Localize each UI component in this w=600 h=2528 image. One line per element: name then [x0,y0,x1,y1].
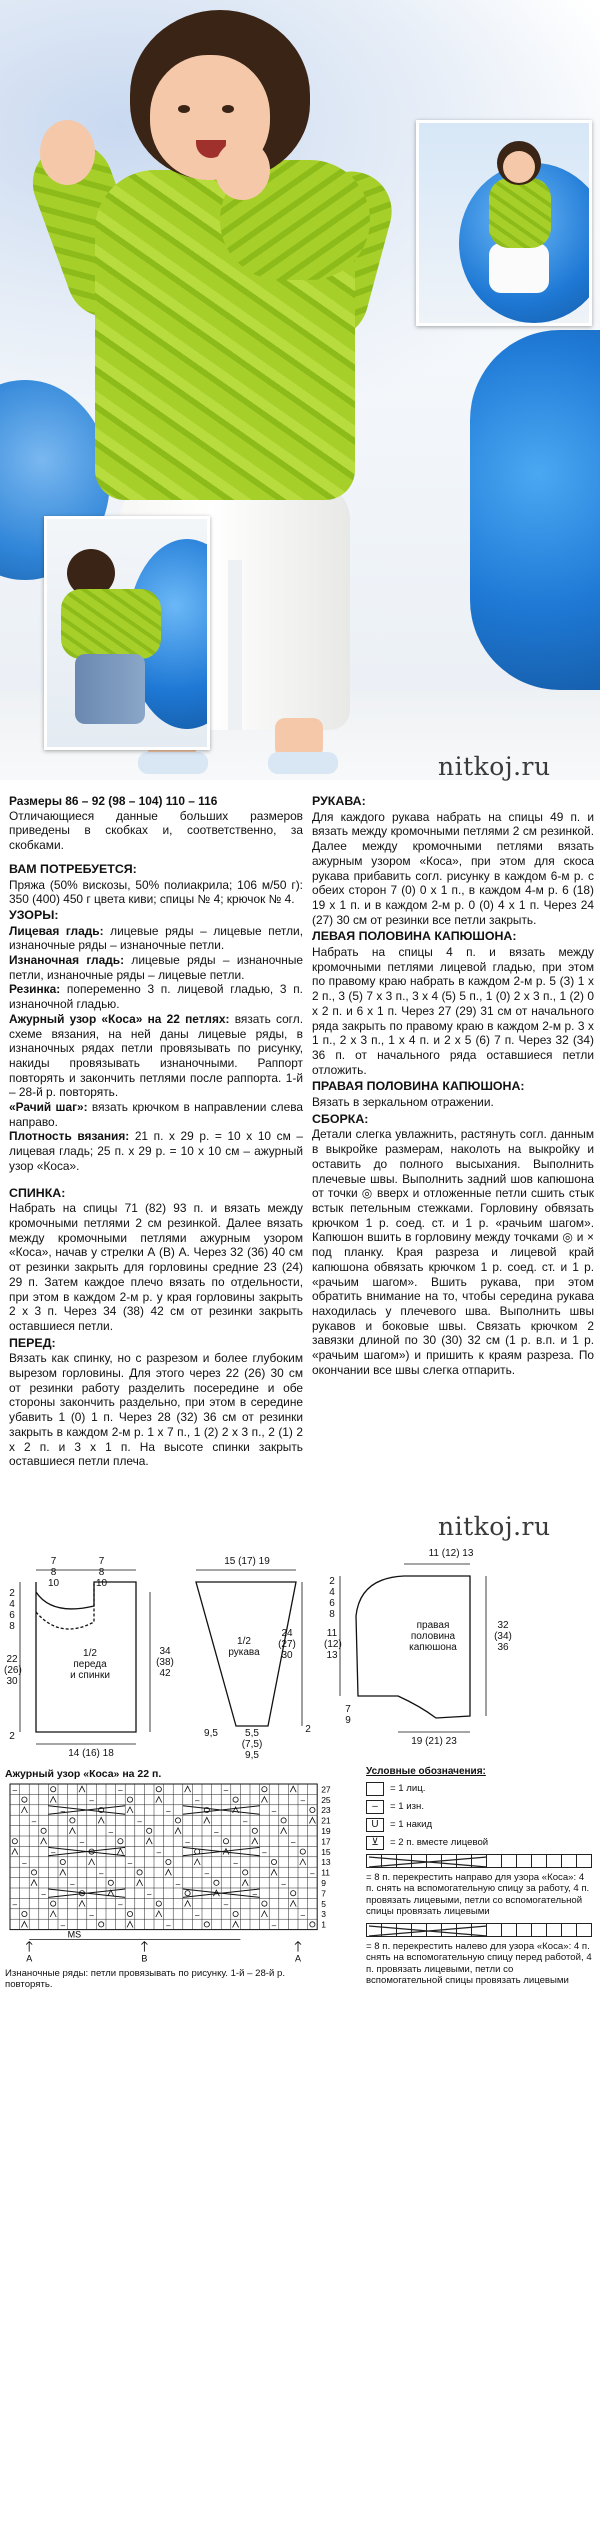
arrow-label: A [295,1953,302,1964]
lace-pattern: Ажурный узор «Коса» на 22 петлях: вязать согл. схеме вязания, на ней даны лицевые ряды, в изнаночных рядах петли провязывать по рисунку, накиды провязывать изнаночными. Раппорт повторять и закончить петлями после раппорта. 1-й – 28-й р. повторять. [9,1011,303,1100]
purl-stitch: – [146,1889,152,1899]
purl-stitch: – [300,1910,306,1920]
body-bottom-dim: 14 (16) 18 [68,1748,114,1759]
back-heading: СПИНКА: [9,1185,66,1200]
purl-stitch: – [60,1806,66,1816]
purl-stitch: – [310,1868,315,1878]
shoe-left [138,752,208,774]
start-arrow [26,1942,32,1952]
knit-symbol-icon [366,1782,384,1796]
row-label: 1 [321,1919,326,1930]
sleeve-mark: 2 [305,1724,311,1735]
hood-left-dims: 2 4 6 8 [329,1576,335,1620]
purl-stitch: – [166,1920,171,1930]
instructions-right-column [312,794,594,1377]
hood-left-dims-2: 11 (12) 13 [324,1628,342,1661]
purl-stitch: – [118,1785,123,1795]
purl-stitch: – [12,1900,18,1910]
purl-stitch: – [271,1806,277,1816]
purl-stitch: – [31,1816,37,1826]
purl-stitch: – [137,1816,142,1826]
purl-stitch: – [271,1920,277,1930]
body-right-dims: 34 (38) 42 [156,1646,174,1679]
watermark: nitkoj.ru [438,1512,551,1541]
crab-stitch: «Рачий шаг»: вязать крючком в направлении слева направо. [9,1100,303,1129]
body-top-dim-2: 7 8 10 [96,1556,108,1589]
purl-stitch: – [214,1827,219,1837]
lace-stitch-chart [4,1782,346,1968]
purl-stitch: – [262,1848,267,1858]
right-hood-heading: ПРАВАЯ ПОЛОВИНА КАПЮШОНА: [312,1079,525,1094]
left-hood-heading: ЛЕВАЯ ПОЛОВИНА КАПЮШОНА: [312,929,517,944]
sleeve-center-label: 1/2 рукава [228,1636,260,1658]
legend-cable-right: = 8 п. перекрестить направо для узора «Коса»: 4 п. снять на вспомогательную спицу за работу, 4 п. провязать лицевыми, петли со вспомогательной спицы провязать лицевыми [366,1871,590,1917]
materials-text: Пряжа (50% вискозы, 50% полиакрила; 106 м/50 г): 350 (400) 450 г цвета киви; спицы № 4; крючок № 4. [9,877,303,907]
purl-stitch: – [223,1900,229,1910]
row-label: 19 [321,1826,331,1836]
materials-heading: ВАМ ПОТРЕБУЕТСЯ: [9,861,137,876]
row-label: 7 [321,1888,326,1899]
reverse-pattern: Изнаночная гладь: лицевые ряды – изнаночные петли, изнаночные ряды – лицевые петли. [9,953,303,982]
purl-stitch: – [166,1806,171,1816]
sleeves-text: Для каждого рукава набрать на спицы 49 п. и вязать между кромочными петлями 2 см резинкой. Далее между кромочными петлями вязать ажурным узором «Коса», при этом для скоса рукава прибавить согл. рисунку в каждом 6-м р. с обеих сторон 7 (0) 0 х 1 п., в каждом 4-м р. 6 (18) 19 х 1 п. и в каждом 2-м р. 0 (0) 4 х 1 п. Через 24 (27) 30 см от резинки все петли закрыть. [312,809,594,927]
sleeve-bottom-right: 5,5 (7,5) 9,5 [241,1728,263,1761]
purl-stitch: – [60,1920,66,1930]
row-label: 21 [321,1815,331,1826]
gauge: Плотность вязания: 21 п. х 29 р. = 10 х 10 см – лицевая гладь; 25 п. х 29 р. = 10 х 10 см – ажурный узор «Коса». [9,1129,303,1173]
inset-photo-chair [416,120,592,326]
legend [366,1766,592,1992]
row-label: 27 [321,1784,331,1795]
purl-stitch: – [127,1858,133,1868]
chart-title: Ажурный узор «Коса» на 22 п. [5,1768,162,1780]
purl-stitch: – [12,1785,18,1795]
right-hood-text: Вязать в зеркальном отражении. [312,1095,494,1110]
row-label: 13 [321,1857,331,1868]
legend-item-k2tog: ⊻ = 2 п. вместе лицевой [366,1836,592,1850]
purl-stitch: – [89,1910,94,1920]
purl-stitch: – [233,1858,238,1868]
blue-chair-right [470,330,600,690]
rib-pattern: Резинка: попеременно 3 п. лицевой гладью, 3 п. изнаночной гладью. [9,982,303,1012]
purl-stitch: – [89,1796,94,1806]
legend-item-purl: – = 1 изн. [366,1800,592,1814]
sleeve-bottom-left: 9,5 [204,1728,218,1739]
purl-stitch: – [175,1879,181,1889]
front-text: Вязать как спинку, но с разрезом и более глубоким вырезом горловины. Для этого через 22 (26) 30 см от резинки работу разделить посередине и обе стороны закончить раздельно, при этом в середине убавить 1 (0) 1 п. Через 28 (32) 36 см от резинки закрыть в каждом 2-м р. 1 х 7 п., 1 (2) 2 х 3 п., 2 (1) 2 х 2 п. и 3 х 1 п. На высоте спинки закрыть оставшиеся петли плеча. [9,1351,303,1469]
purl-stitch: – [242,1816,248,1826]
purl-stitch: – [290,1837,296,1847]
sleeve-top-dim: 15 (17) 19 [224,1556,270,1567]
sleeve-right-dims: 24 (27) 30 [278,1628,296,1661]
hood-bottom-dim: 19 (21) 23 [411,1736,457,1747]
row-label: 25 [321,1794,331,1805]
hood-center-label: правая половина капюшона [409,1620,457,1653]
legend-title: Условные обозначения: [366,1766,486,1777]
body-top-dim-1: 7 8 10 [48,1556,60,1589]
row-label: 11 [321,1867,331,1878]
watermark: nitkoj.ru [438,752,551,781]
back-text: Набрать на спицы 71 (82) 93 п. и вязать между кромочными петлями 2 см резинкой. Далее вязать между кромочными петлями ажурным узором «Коса», начав у стрелки А (В) А. Через 32 (36) 40 см от резинки закрыть для горловины средние 23 (24) 29 п. Затем каждое плечо вязать по отдельности, при этом в каждом 2-м р. у края горловины закрыть 2 х 3 п. Через 34 (38) 42 см от резинки закрыть оставшиеся петли. [9,1201,303,1333]
purl-stitch: – [194,1910,200,1920]
row-label: 9 [321,1878,326,1888]
inset-photo-back [44,516,210,750]
purl-stitch: – [185,1837,190,1847]
chart-note: Изнаночные ряды: петли провязывать по рисунку. 1-й – 28-й р. повторять. [5,1968,286,1990]
hand-right [215,140,270,200]
cable-right-symbol-icon [366,1854,592,1868]
row-label: 23 [321,1805,331,1816]
row-label: 17 [321,1836,331,1847]
start-arrow [141,1942,147,1952]
product-photo [0,0,600,780]
purl-stitch: – [194,1796,200,1806]
k2tog-symbol-icon: ⊻ [366,1836,384,1850]
patterns-heading: УЗОРЫ: [9,907,59,922]
legend-item-knit: = 1 лиц. [366,1782,592,1796]
sizes-text: Отличающиеся данные больших размеров приведены в скобках и, соответственно, за скобками. [9,808,303,853]
rapport-label: MS [67,1929,82,1940]
purl-stitch: – [223,1785,229,1795]
cable-left-symbol-icon [366,1923,592,1937]
purl-stitch: – [98,1868,104,1878]
body-center-label: 1/2 переда и спинки [70,1648,110,1681]
purl-stitch: – [41,1889,46,1899]
hand-left [40,120,95,185]
purl-stitch: – [281,1879,286,1889]
purl-stitch: – [79,1837,85,1847]
purl-stitch: – [70,1879,75,1889]
start-arrow [295,1942,301,1952]
pattern-schematics [0,1548,600,1761]
instructions-left-column [9,794,303,1469]
purl-stitch: – [156,1848,162,1858]
purl-stitch: – [300,1796,306,1806]
front-heading: ПЕРЕД: [9,1335,56,1350]
purl-stitch: – [204,1868,210,1878]
hood-top-dims: 11 (12) 13 [428,1548,474,1559]
sizes-title: Размеры 86 – 92 (98 – 104) 110 – 116 [9,794,218,808]
assembly-heading: СБОРКА: [312,1111,369,1126]
arrow-label: B [141,1953,148,1964]
body-left-dims: 2 4 6 8 22 (26) 30 2 [4,1588,22,1742]
row-label: 15 [321,1846,331,1857]
yarnover-symbol-icon: U [366,1818,384,1832]
purl-stitch: – [22,1858,27,1868]
hood-bottom-left: 7 9 [345,1704,351,1726]
left-hood-text: Набрать на спицы 4 п. и вязать между кромочными петлями лицевой гладью, при этом по правому краю набрать в каждом 2-м р. 5 (3) 1 х 2 п., 3 (5) 7 х 3 п., 3 х 4 (5) 5 п., 1 (0) 2 х 3 п., 1 (2) 0 х 2 п. и 6 х 1 п. Через 27 (29) 31 см от начального ряда закрыть по правому краю в каждом 2-м р. 3 х 1 п., 2 х 3 п., 1 х 4 п. и 2 х 5 (6) 7 п. Через 32 (34) 36 п. от начального ряда оставшиеся петли отложить. [312,945,594,1077]
purl-stitch: – [108,1827,114,1837]
shoe-right [268,752,338,774]
assembly-text: Детали слегка увлажнить, растянуть согл. данным в выкройке размерам, наколоть на выкройку и оставить до полного высыхания. Выполнить плечевые швы. Выполнить задний шов капюшона от точки ◎ вверх и отложенные петли сшить стык встык петельным стежками. Горловину обвязать крючком 1 р. соед. ст. и 1 р. «рачьим шагом». Капюшон вшить в горловину между точками ◎ и × под планку. Края разреза и лицевой край капюшона обвязать крючком 1 р. соед. ст. и 1 р. «рачьим шагом». Вшить рукава, при этом обратить внимание на то, чтобы середина рукава находилась у плечевого шва. Выполнить швы рукавов и боковые швы. Связать крючком 2 завязки длиной по 30 (30) 32 см (1 р. в.п. и 1 р. «рачьим шагом») и пришить к краям разреза. По окончании все швы слегка отпарить. [312,1127,594,1377]
purl-stitch: – [252,1889,258,1899]
row-label: 3 [321,1909,326,1920]
row-label: 5 [321,1898,326,1909]
legend-cable-left: = 8 п. перекрестить налево для узора «Коса»: 4 п. снять на вспомогательную спицу перед работой, 4 п. провязать лицевыми, петли со вспомогательной спицы провязать лицевыми [366,1940,592,1986]
hood-right-dims: 32 (34) 36 [494,1620,512,1653]
sleeves-heading: РУКАВА: [312,794,366,808]
arrow-label: A [26,1953,33,1964]
legend-item-yarnover: U = 1 накид [366,1818,592,1832]
stockinette-pattern: Лицевая гладь: лицевые ряды – лицевые петли, изнаночные ряды – изнаночные петли. [9,923,303,953]
purl-symbol-icon: – [366,1800,384,1814]
purl-stitch: – [50,1848,56,1858]
purl-stitch: – [118,1900,123,1910]
